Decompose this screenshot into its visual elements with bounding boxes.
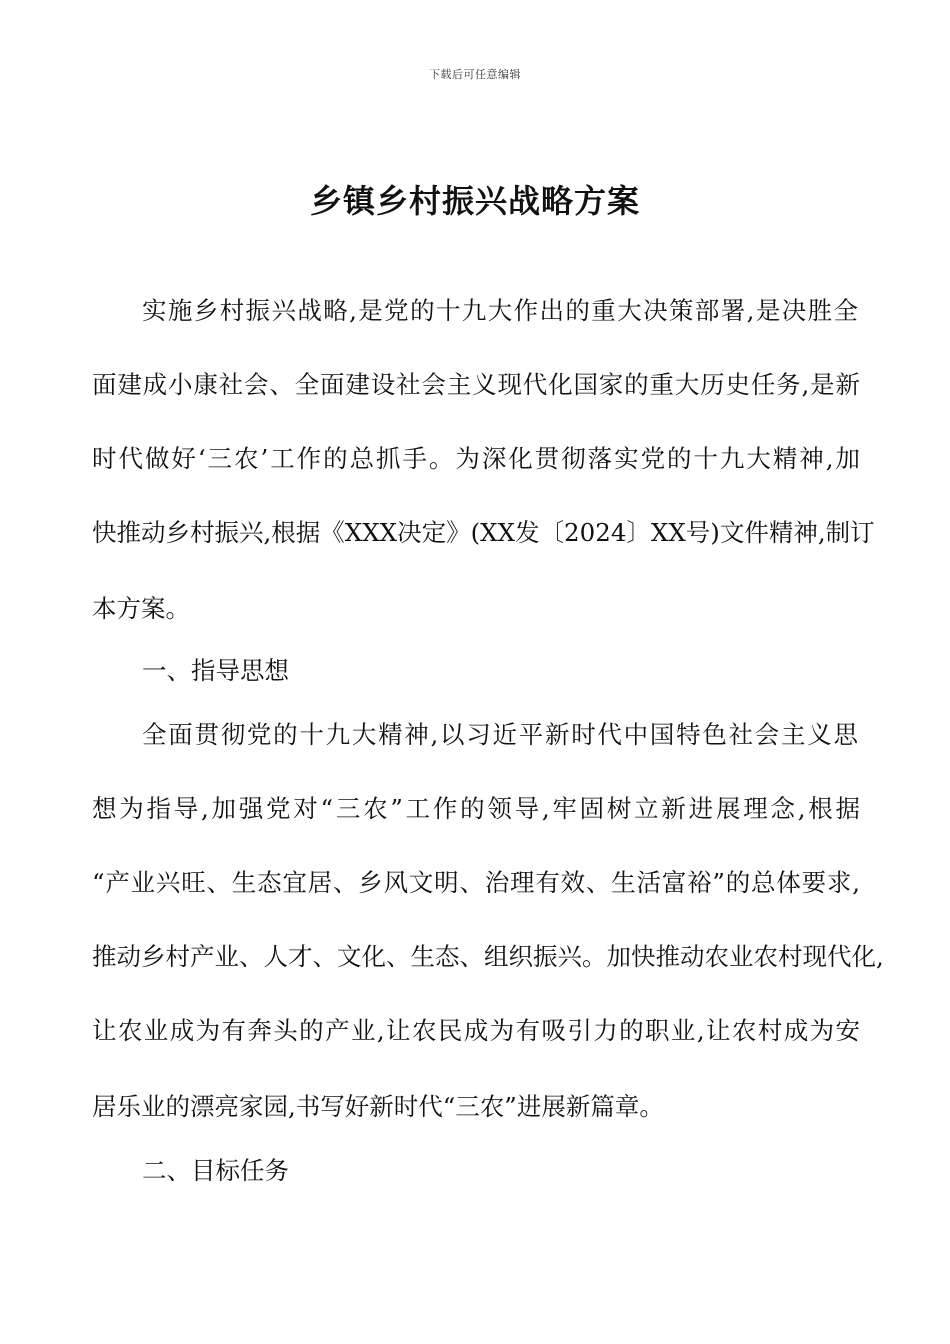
paragraph-line: “产业兴旺、生态宜居、乡风文明、治理有效、生活富裕”的总体要求, — [92, 868, 860, 897]
paragraph-line: 面建成小康社会、全面建设社会主义现代化国家的重大历史任务,是新 — [92, 370, 860, 399]
paragraph-line: 居乐业的漂亮家园,书写好新时代“三农”进展新篇章。 — [92, 1092, 664, 1121]
page-header-note: 下载后可任意编辑 — [429, 68, 521, 81]
section-heading: 一、指导思想 — [142, 656, 289, 685]
document-title: 乡镇乡村振兴战略方案 — [309, 182, 640, 220]
paragraph-line: 全面贯彻党的十九大精神,以习近平新时代中国特色社会主义思 — [142, 720, 858, 749]
paragraph-line: 让农业成为有奔头的产业,让农民成为有吸引力的职业,让农村成为安 — [92, 1016, 860, 1045]
paragraph-line: 时代做好‘三农’工作的总抓手。为深化贯彻落实党的十九大精神,加 — [92, 444, 860, 473]
paragraph-line: 想为指导,加强党对“三农”工作的领导,牢固树立新进展理念,根据 — [92, 794, 860, 823]
paragraph-line: 本方案。 — [92, 594, 190, 623]
paragraph-line: 实施乡村振兴战略,是党的十九大作出的重大决策部署,是决胜全 — [142, 296, 858, 325]
section-heading: 二、目标任务 — [142, 1156, 289, 1185]
paragraph-line: 快推动乡村振兴,根据《XXX决定》(XX发〔2024〕XX号)文件精神,制订 — [92, 518, 875, 547]
paragraph-line: 推动乡村产业、人才、文化、生态、组织振兴。加快推动农业农村现代化, — [92, 942, 884, 971]
